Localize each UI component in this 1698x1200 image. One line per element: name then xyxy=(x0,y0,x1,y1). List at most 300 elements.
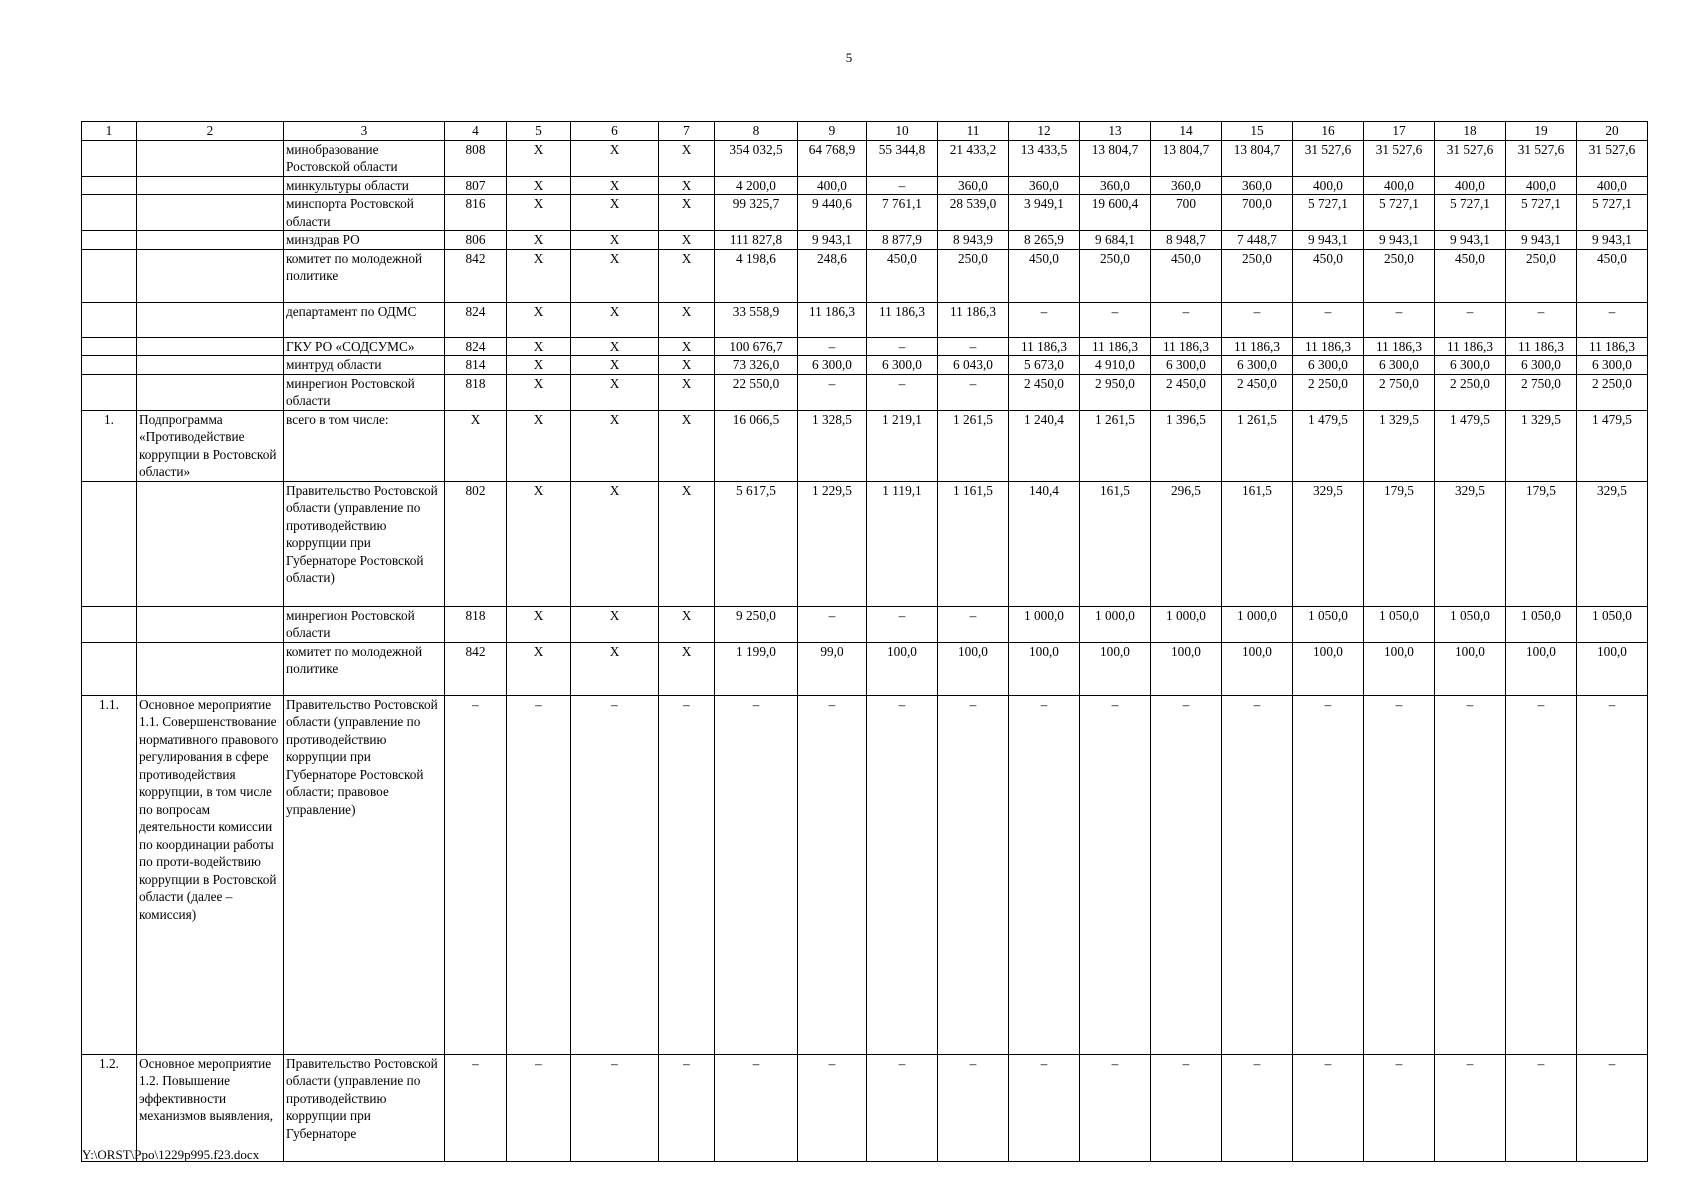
value-cell: – xyxy=(938,374,1009,410)
value-cell: X xyxy=(659,642,715,695)
value-cell: 11 186,3 xyxy=(867,302,938,337)
value-cell: X xyxy=(659,337,715,356)
value-cell: – xyxy=(1151,695,1222,1054)
value-cell: X xyxy=(507,374,571,410)
value-cell: 73 326,0 xyxy=(715,356,798,375)
executor-name: комитет по молодежной политике xyxy=(284,642,445,695)
column-number: 11 xyxy=(938,122,1009,141)
value-cell: – xyxy=(1577,1054,1648,1161)
value-cell: – xyxy=(867,1054,938,1161)
value-cell: – xyxy=(1435,695,1506,1054)
column-number: 3 xyxy=(284,122,445,141)
value-cell: 11 186,3 xyxy=(798,302,867,337)
table-row xyxy=(82,606,1648,642)
column-number: 4 xyxy=(445,122,507,141)
value-cell: X xyxy=(659,176,715,195)
value-cell: 9 943,1 xyxy=(1435,231,1506,250)
value-cell: X xyxy=(507,606,571,642)
value-cell: 1 261,5 xyxy=(938,410,1009,481)
value-cell: 824 xyxy=(445,302,507,337)
value-cell: X xyxy=(571,374,659,410)
program-name: Основное мероприятие 1.1. Совершенствование нормативного правового регулирования в сфере противодействия коррупции, в том числе по вопросам деятельности комиссии по координации работы по проти-водействию коррупции в Ростовской области (далее – комиссия) xyxy=(137,695,284,1054)
value-cell: 1 479,5 xyxy=(1435,410,1506,481)
value-cell: – xyxy=(938,606,1009,642)
column-number: 9 xyxy=(798,122,867,141)
column-number: 16 xyxy=(1293,122,1364,141)
value-cell: – xyxy=(1506,695,1577,1054)
value-cell: X xyxy=(507,410,571,481)
value-cell: 329,5 xyxy=(1435,481,1506,606)
value-cell: 248,6 xyxy=(798,249,867,302)
value-cell: 250,0 xyxy=(1080,249,1151,302)
value-cell: 11 186,3 xyxy=(1222,337,1293,356)
value-cell: – xyxy=(938,695,1009,1054)
value-cell: 806 xyxy=(445,231,507,250)
value-cell: 31 527,6 xyxy=(1435,140,1506,176)
table-row xyxy=(82,337,1648,356)
value-cell: X xyxy=(659,481,715,606)
page-number: 5 xyxy=(845,50,853,65)
value-cell: 842 xyxy=(445,642,507,695)
value-cell: 6 300,0 xyxy=(1506,356,1577,375)
value-cell: 3 949,1 xyxy=(1009,195,1080,231)
value-cell: 1 329,5 xyxy=(1364,410,1435,481)
value-cell: X xyxy=(571,356,659,375)
value-cell: 400,0 xyxy=(1506,176,1577,195)
value-cell: 13 804,7 xyxy=(1080,140,1151,176)
value-cell: 1 229,5 xyxy=(798,481,867,606)
value-cell: X xyxy=(659,410,715,481)
value-cell: 1 000,0 xyxy=(1151,606,1222,642)
value-cell: 9 943,1 xyxy=(1293,231,1364,250)
value-cell: 1 219,1 xyxy=(867,410,938,481)
value-cell: – xyxy=(659,1054,715,1161)
executor-name: Правительство Ростовской области (управление по противодействию коррупции при Губернаторе Ростовской области; правовое управление) xyxy=(284,695,445,1054)
value-cell: X xyxy=(571,337,659,356)
value-cell: 1 050,0 xyxy=(1293,606,1364,642)
value-cell: – xyxy=(798,695,867,1054)
value-cell: 11 186,3 xyxy=(1364,337,1435,356)
value-cell: – xyxy=(867,176,938,195)
value-cell: 1 050,0 xyxy=(1364,606,1435,642)
value-cell: – xyxy=(571,695,659,1054)
value-cell: 11 186,3 xyxy=(938,302,1009,337)
column-number: 14 xyxy=(1151,122,1222,141)
value-cell: 450,0 xyxy=(1293,249,1364,302)
value-cell: 814 xyxy=(445,356,507,375)
value-cell: – xyxy=(1293,1054,1364,1161)
value-cell: 802 xyxy=(445,481,507,606)
value-cell: – xyxy=(1506,1054,1577,1161)
value-cell: 31 527,6 xyxy=(1577,140,1648,176)
value-cell: 100,0 xyxy=(1222,642,1293,695)
executor-name: ГКУ РО «СОДСУМС» xyxy=(284,337,445,356)
value-cell: 360,0 xyxy=(1151,176,1222,195)
value-cell: – xyxy=(507,1054,571,1161)
value-cell: 1 328,5 xyxy=(798,410,867,481)
value-cell: – xyxy=(1151,1054,1222,1161)
table-row xyxy=(82,1054,1648,1161)
program-name xyxy=(137,249,284,302)
value-cell: 13 804,7 xyxy=(1151,140,1222,176)
executor-name: минрегион Ростовской области xyxy=(284,606,445,642)
program-name xyxy=(137,302,284,337)
value-cell: – xyxy=(1364,695,1435,1054)
value-cell: 140,4 xyxy=(1009,481,1080,606)
column-number: 7 xyxy=(659,122,715,141)
row-number xyxy=(82,231,137,250)
column-number: 6 xyxy=(571,122,659,141)
value-cell: – xyxy=(1293,302,1364,337)
value-cell: 2 450,0 xyxy=(1009,374,1080,410)
value-cell: – xyxy=(507,695,571,1054)
value-cell: 179,5 xyxy=(1506,481,1577,606)
value-cell: 1 240,4 xyxy=(1009,410,1080,481)
value-cell: 6 300,0 xyxy=(1293,356,1364,375)
value-cell: X xyxy=(507,302,571,337)
row-number xyxy=(82,140,137,176)
value-cell: 31 527,6 xyxy=(1364,140,1435,176)
value-cell: – xyxy=(1222,302,1293,337)
value-cell: X xyxy=(507,176,571,195)
value-cell: 19 600,4 xyxy=(1080,195,1151,231)
value-cell: 360,0 xyxy=(1009,176,1080,195)
value-cell: 808 xyxy=(445,140,507,176)
value-cell: X xyxy=(571,176,659,195)
value-cell: – xyxy=(1222,1054,1293,1161)
value-cell: X xyxy=(571,642,659,695)
value-cell: – xyxy=(938,1054,1009,1161)
program-name xyxy=(137,337,284,356)
value-cell: 1 479,5 xyxy=(1577,410,1648,481)
value-cell: 2 750,0 xyxy=(1364,374,1435,410)
value-cell: 8 265,9 xyxy=(1009,231,1080,250)
value-cell: X xyxy=(507,195,571,231)
value-cell: X xyxy=(659,231,715,250)
value-cell: 11 186,3 xyxy=(1506,337,1577,356)
value-cell: – xyxy=(938,337,1009,356)
row-number: 1.1. xyxy=(82,695,137,1054)
value-cell: 250,0 xyxy=(938,249,1009,302)
table-row xyxy=(82,481,1648,606)
value-cell: 7 761,1 xyxy=(867,195,938,231)
table-body xyxy=(82,122,1648,1162)
value-cell: 818 xyxy=(445,374,507,410)
table-row xyxy=(82,302,1648,337)
value-cell: – xyxy=(445,695,507,1054)
row-number: 1. xyxy=(82,410,137,481)
value-cell: X xyxy=(507,337,571,356)
value-cell: – xyxy=(1080,302,1151,337)
footer-file-path: Y:\ORST\Ppo\1229p995.f23.docx xyxy=(82,1147,260,1162)
value-cell: X xyxy=(507,231,571,250)
value-cell: 842 xyxy=(445,249,507,302)
value-cell: 111 827,8 xyxy=(715,231,798,250)
value-cell: – xyxy=(445,1054,507,1161)
value-cell: 1 119,1 xyxy=(867,481,938,606)
column-number: 8 xyxy=(715,122,798,141)
value-cell: 700 xyxy=(1151,195,1222,231)
column-number: 13 xyxy=(1080,122,1151,141)
value-cell: – xyxy=(867,695,938,1054)
column-number: 2 xyxy=(137,122,284,141)
value-cell: X xyxy=(507,356,571,375)
value-cell: 100,0 xyxy=(938,642,1009,695)
value-cell: 2 450,0 xyxy=(1151,374,1222,410)
value-cell: 11 186,3 xyxy=(1151,337,1222,356)
value-cell: 13 804,7 xyxy=(1222,140,1293,176)
program-name xyxy=(137,176,284,195)
value-cell: – xyxy=(715,695,798,1054)
value-cell: 1 050,0 xyxy=(1577,606,1648,642)
value-cell: – xyxy=(1506,302,1577,337)
column-number-row xyxy=(82,122,1648,141)
value-cell: 700,0 xyxy=(1222,195,1293,231)
value-cell: – xyxy=(867,374,938,410)
value-cell: 100,0 xyxy=(1009,642,1080,695)
value-cell: 1 050,0 xyxy=(1435,606,1506,642)
value-cell: 2 950,0 xyxy=(1080,374,1151,410)
value-cell: 816 xyxy=(445,195,507,231)
column-number: 15 xyxy=(1222,122,1293,141)
value-cell: 6 043,0 xyxy=(938,356,1009,375)
table-row xyxy=(82,410,1648,481)
value-cell: 450,0 xyxy=(867,249,938,302)
row-number xyxy=(82,374,137,410)
executor-name: минкультуры области xyxy=(284,176,445,195)
value-cell: – xyxy=(798,1054,867,1161)
row-number xyxy=(82,302,137,337)
value-cell: 1 000,0 xyxy=(1080,606,1151,642)
value-cell: 6 300,0 xyxy=(1364,356,1435,375)
executor-name: минспорта Ростовской области xyxy=(284,195,445,231)
value-cell: 1 000,0 xyxy=(1009,606,1080,642)
value-cell: 11 186,3 xyxy=(1293,337,1364,356)
program-name: Основное мероприятие 1.2. Повышение эффективности механизмов выявления, xyxy=(137,1054,284,1161)
value-cell: – xyxy=(1080,695,1151,1054)
value-cell: 1 050,0 xyxy=(1506,606,1577,642)
value-cell: 5 727,1 xyxy=(1435,195,1506,231)
value-cell: 22 550,0 xyxy=(715,374,798,410)
program-name xyxy=(137,231,284,250)
value-cell: X xyxy=(571,195,659,231)
row-number xyxy=(82,481,137,606)
value-cell: – xyxy=(1009,302,1080,337)
value-cell: 9 943,1 xyxy=(1577,231,1648,250)
value-cell: 9 250,0 xyxy=(715,606,798,642)
value-cell: X xyxy=(507,140,571,176)
value-cell: 11 186,3 xyxy=(1080,337,1151,356)
value-cell: 8 877,9 xyxy=(867,231,938,250)
row-number xyxy=(82,249,137,302)
program-name xyxy=(137,195,284,231)
program-name xyxy=(137,481,284,606)
budget-table xyxy=(81,121,1648,1162)
table-row xyxy=(82,695,1648,1054)
value-cell: 5 673,0 xyxy=(1009,356,1080,375)
value-cell: X xyxy=(571,606,659,642)
value-cell: 33 558,9 xyxy=(715,302,798,337)
value-cell: 6 300,0 xyxy=(1577,356,1648,375)
value-cell: X xyxy=(659,195,715,231)
row-number xyxy=(82,642,137,695)
program-name xyxy=(137,374,284,410)
value-cell: 2 250,0 xyxy=(1577,374,1648,410)
value-cell: – xyxy=(715,1054,798,1161)
value-cell: 9 943,1 xyxy=(1506,231,1577,250)
executor-name: Правительство Ростовской области (управление по противодействию коррупции при Губернаторе xyxy=(284,1054,445,1161)
value-cell: 400,0 xyxy=(1435,176,1506,195)
row-number: 1.2. xyxy=(82,1054,137,1161)
value-cell: 6 300,0 xyxy=(798,356,867,375)
value-cell: – xyxy=(1293,695,1364,1054)
value-cell: 818 xyxy=(445,606,507,642)
column-number: 20 xyxy=(1577,122,1648,141)
value-cell: – xyxy=(798,374,867,410)
value-cell: 807 xyxy=(445,176,507,195)
value-cell: X xyxy=(659,374,715,410)
value-cell: X xyxy=(571,410,659,481)
value-cell: 5 727,1 xyxy=(1293,195,1364,231)
value-cell: 2 450,0 xyxy=(1222,374,1293,410)
row-number xyxy=(82,176,137,195)
column-number: 17 xyxy=(1364,122,1435,141)
value-cell: – xyxy=(1435,1054,1506,1161)
value-cell: X xyxy=(445,410,507,481)
program-name xyxy=(137,356,284,375)
value-cell: 21 433,2 xyxy=(938,140,1009,176)
value-cell: – xyxy=(1151,302,1222,337)
program-name: Подпрограмма «Противодействие коррупции в Ростовской области» xyxy=(137,410,284,481)
value-cell: 100,0 xyxy=(1435,642,1506,695)
value-cell: 450,0 xyxy=(1435,249,1506,302)
value-cell: 5 727,1 xyxy=(1577,195,1648,231)
value-cell: – xyxy=(798,606,867,642)
value-cell: 6 300,0 xyxy=(1222,356,1293,375)
value-cell: 4 910,0 xyxy=(1080,356,1151,375)
value-cell: 360,0 xyxy=(1080,176,1151,195)
value-cell: X xyxy=(571,231,659,250)
value-cell: 2 750,0 xyxy=(1506,374,1577,410)
value-cell: 5 617,5 xyxy=(715,481,798,606)
program-name xyxy=(137,140,284,176)
value-cell: 28 539,0 xyxy=(938,195,1009,231)
program-name xyxy=(137,606,284,642)
value-cell: 5 727,1 xyxy=(1364,195,1435,231)
table-row xyxy=(82,140,1648,176)
value-cell: 161,5 xyxy=(1080,481,1151,606)
value-cell: 1 329,5 xyxy=(1506,410,1577,481)
value-cell: 250,0 xyxy=(1364,249,1435,302)
program-name xyxy=(137,642,284,695)
row-number xyxy=(82,337,137,356)
value-cell: 250,0 xyxy=(1506,249,1577,302)
value-cell: 6 300,0 xyxy=(1435,356,1506,375)
value-cell: 250,0 xyxy=(1222,249,1293,302)
executor-name: комитет по молодежной политике xyxy=(284,249,445,302)
value-cell: 400,0 xyxy=(1293,176,1364,195)
executor-name: Правительство Ростовской области (управление по противодействию коррупции при Губернаторе Ростовской области) xyxy=(284,481,445,606)
value-cell: X xyxy=(659,302,715,337)
value-cell: 9 943,1 xyxy=(798,231,867,250)
value-cell: 55 344,8 xyxy=(867,140,938,176)
value-cell: 100,0 xyxy=(1364,642,1435,695)
value-cell: 1 261,5 xyxy=(1080,410,1151,481)
table-row xyxy=(82,249,1648,302)
value-cell: 8 943,9 xyxy=(938,231,1009,250)
value-cell: 2 250,0 xyxy=(1435,374,1506,410)
value-cell: 100,0 xyxy=(1151,642,1222,695)
value-cell: 400,0 xyxy=(1364,176,1435,195)
value-cell: 1 161,5 xyxy=(938,481,1009,606)
value-cell: 1 000,0 xyxy=(1222,606,1293,642)
value-cell: 9 440,6 xyxy=(798,195,867,231)
executor-name: минрегион Ростовской области xyxy=(284,374,445,410)
value-cell: 9 684,1 xyxy=(1080,231,1151,250)
column-number: 19 xyxy=(1506,122,1577,141)
value-cell: X xyxy=(659,249,715,302)
value-cell: 99,0 xyxy=(798,642,867,695)
value-cell: 1 199,0 xyxy=(715,642,798,695)
value-cell: 7 448,7 xyxy=(1222,231,1293,250)
value-cell: – xyxy=(1009,1054,1080,1161)
value-cell: 5 727,1 xyxy=(1506,195,1577,231)
value-cell: 11 186,3 xyxy=(1577,337,1648,356)
value-cell: – xyxy=(1222,695,1293,1054)
value-cell: 6 300,0 xyxy=(867,356,938,375)
row-number xyxy=(82,356,137,375)
value-cell: 1 396,5 xyxy=(1151,410,1222,481)
value-cell: 16 066,5 xyxy=(715,410,798,481)
value-cell: 100 676,7 xyxy=(715,337,798,356)
value-cell: 450,0 xyxy=(1577,249,1648,302)
value-cell: – xyxy=(659,695,715,1054)
value-cell: 400,0 xyxy=(798,176,867,195)
value-cell: – xyxy=(798,337,867,356)
value-cell: – xyxy=(1364,1054,1435,1161)
value-cell: 100,0 xyxy=(867,642,938,695)
value-cell: 2 250,0 xyxy=(1293,374,1364,410)
column-number: 5 xyxy=(507,122,571,141)
value-cell: 100,0 xyxy=(1506,642,1577,695)
value-cell: 100,0 xyxy=(1293,642,1364,695)
column-number: 18 xyxy=(1435,122,1506,141)
value-cell: 360,0 xyxy=(1222,176,1293,195)
value-cell: X xyxy=(659,606,715,642)
value-cell: X xyxy=(507,481,571,606)
value-cell: 329,5 xyxy=(1293,481,1364,606)
executor-name: всего в том числе: xyxy=(284,410,445,481)
value-cell: X xyxy=(659,140,715,176)
value-cell: X xyxy=(571,302,659,337)
row-number xyxy=(82,195,137,231)
value-cell: – xyxy=(1435,302,1506,337)
value-cell: X xyxy=(571,481,659,606)
column-number: 10 xyxy=(867,122,938,141)
value-cell: 450,0 xyxy=(1151,249,1222,302)
value-cell: 161,5 xyxy=(1222,481,1293,606)
value-cell: 31 527,6 xyxy=(1293,140,1364,176)
value-cell: 6 300,0 xyxy=(1151,356,1222,375)
value-cell: X xyxy=(571,140,659,176)
value-cell: 9 943,1 xyxy=(1364,231,1435,250)
value-cell: 4 198,6 xyxy=(715,249,798,302)
value-cell: X xyxy=(659,356,715,375)
executor-name: минтруд области xyxy=(284,356,445,375)
value-cell: – xyxy=(571,1054,659,1161)
value-cell: 4 200,0 xyxy=(715,176,798,195)
table-row xyxy=(82,642,1648,695)
